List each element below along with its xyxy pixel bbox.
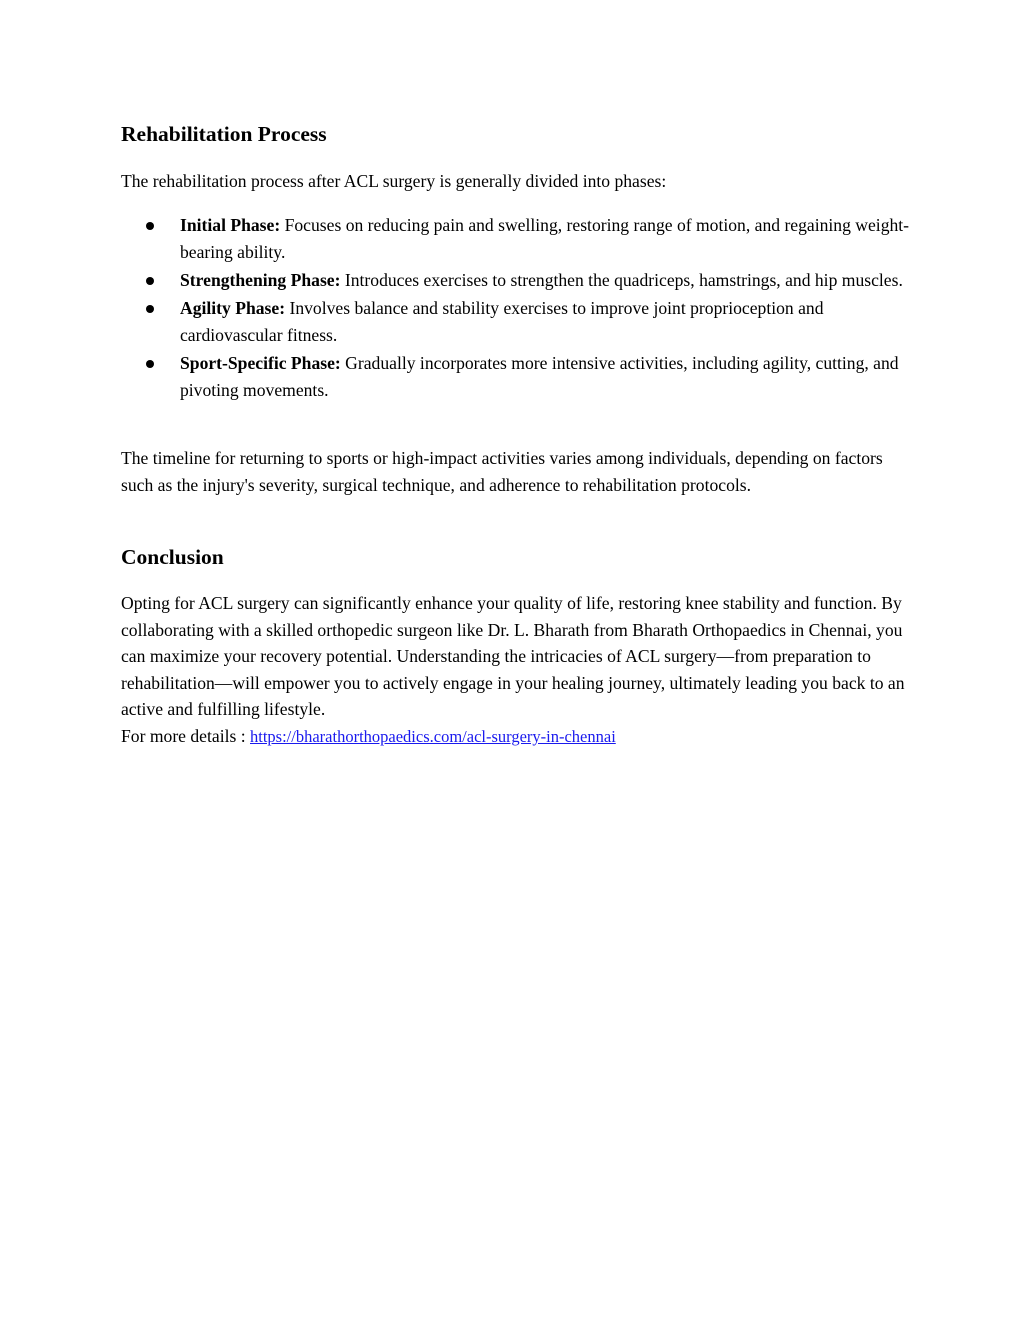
details-link[interactable]: https://bharathorthopaedics.com/acl-surgery-in-chennai	[250, 726, 616, 746]
phase-name: Strengthening Phase:	[180, 269, 341, 290]
phase-name: Agility Phase:	[180, 298, 286, 319]
rehabilitation-phases-list	[121, 212, 911, 405]
phase-description: Gradually incorporates more intensive activities, including agility, cutting, and pivoting movements.	[180, 353, 899, 400]
rehabilitation-intro-paragraph: The rehabilitation process after ACL surgery is generally divided into phases:	[121, 171, 667, 191]
section-heading-rehabilitation: Rehabilitation Process	[121, 122, 327, 146]
phase-name: Sport-Specific Phase:	[180, 353, 341, 374]
bullet-icon	[146, 222, 154, 230]
section-heading-conclusion: Conclusion	[121, 545, 224, 569]
rehabilitation-timeline-paragraph: The timeline for returning to sports or high-impact activities varies among individuals, depending on factors such as the injury's severity, surgical technique, and adherence to rehabilitation protocols.	[121, 448, 883, 495]
phase-description: Focuses on reducing pain and swelling, restoring range of motion, and regaining weight-bearing ability.	[180, 215, 910, 262]
list-item	[121, 267, 911, 294]
list-item	[121, 212, 911, 265]
bullet-icon	[146, 305, 154, 313]
conclusion-body: Opting for ACL surgery can significantly enhance your quality of life, restoring knee stability and function. By collaborating with a skilled orthopedic surgeon like Dr. L. Bharath from Bharath Orthopaedics in Chennai, you can maximize your recovery potential. Understanding the intricacies of ACL surgery—from preparation to rehabilitation—will empower you to actively engage in your healing journey, ultimately leading you back to an active and fulfilling lifestyle.	[121, 593, 905, 720]
phase-description: Involves balance and stability exercises to improve joint proprioception and cardiovascular fitness.	[180, 298, 824, 345]
list-item	[121, 350, 911, 403]
phase-name: Initial Phase:	[180, 215, 281, 235]
list-item	[121, 295, 911, 348]
bullet-icon	[146, 277, 154, 285]
details-label: For more details :	[121, 725, 250, 746]
bullet-icon	[146, 360, 154, 368]
phase-description: Introduces exercises to strengthen the quadriceps, hamstrings, and hip muscles.	[340, 269, 903, 290]
conclusion-paragraph	[121, 590, 911, 751]
